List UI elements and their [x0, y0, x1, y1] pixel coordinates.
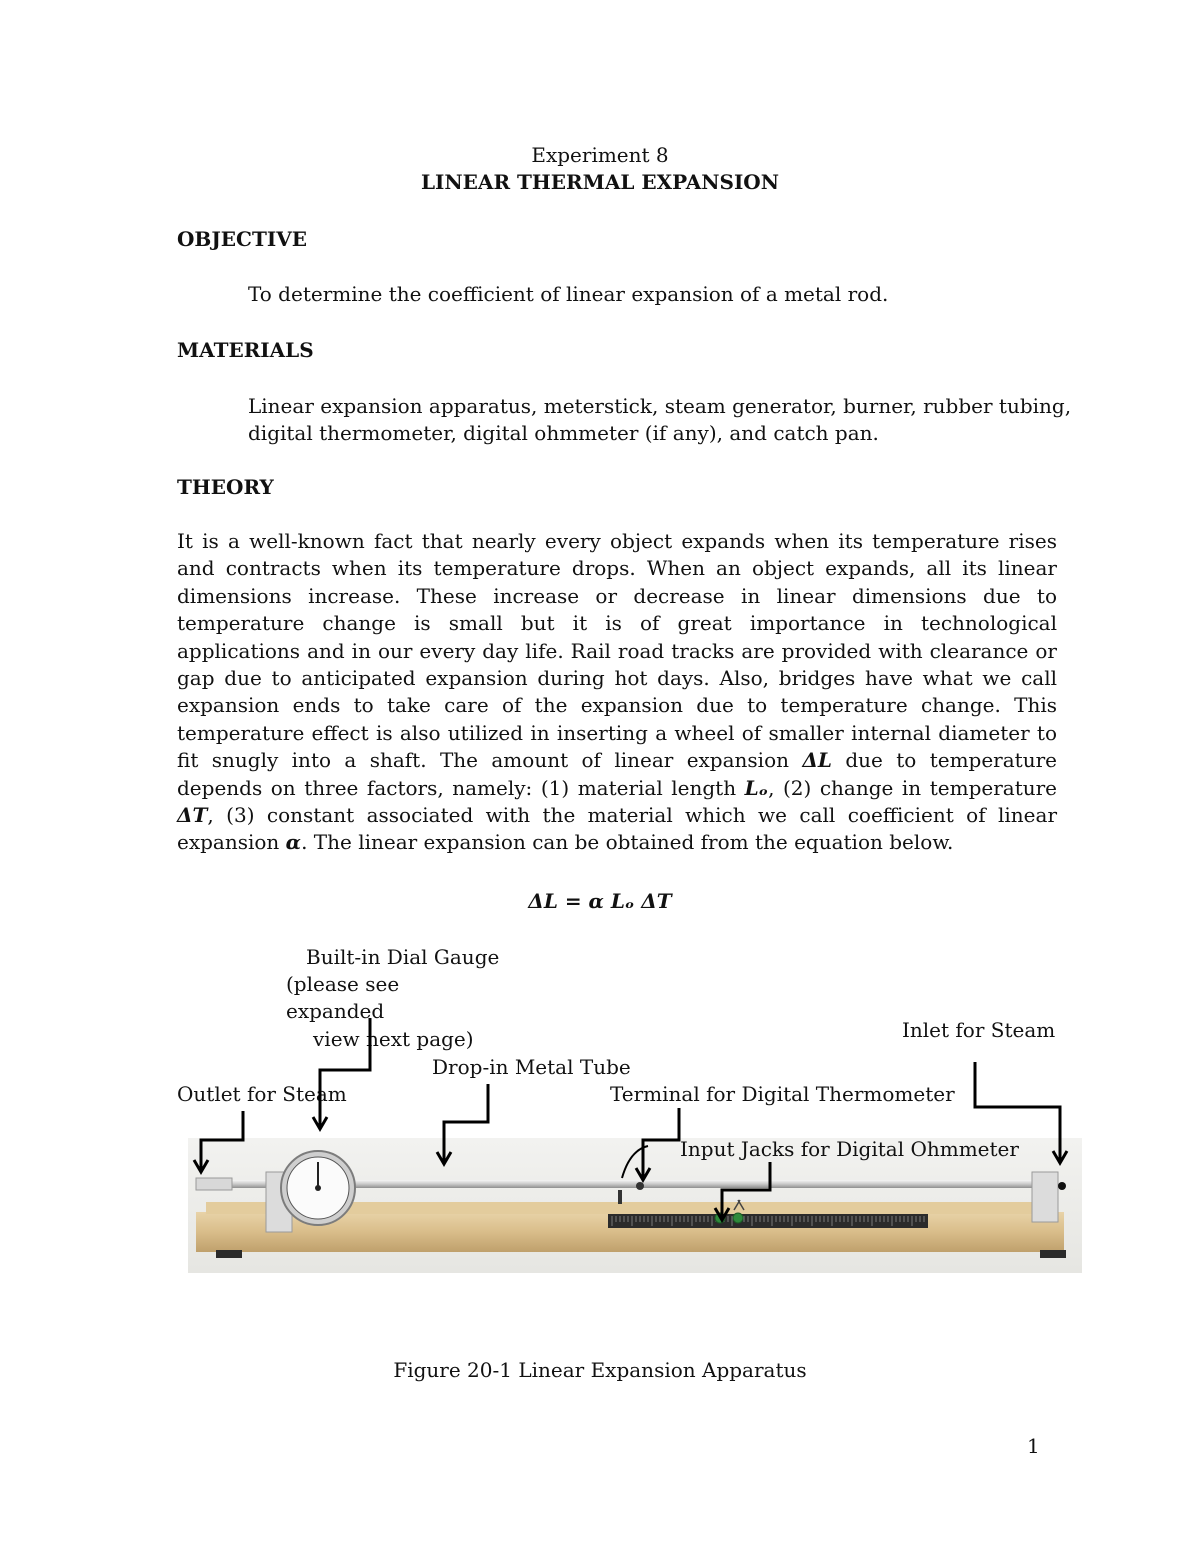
objective-heading: OBJECTIVE — [177, 227, 307, 251]
symbol-delta-t: ΔT — [177, 803, 208, 828]
theory-heading: THEORY — [177, 475, 274, 499]
materials-heading: MATERIALS — [177, 338, 314, 362]
materials-line-1: Linear expansion apparatus, meterstick, steam generator, burner, rubber tubing, — [248, 394, 1072, 418]
symbol-l-naught: Lₒ — [744, 775, 769, 800]
label-dial-gauge-3: expanded — [286, 999, 385, 1023]
symbol-delta-l: ΔL — [802, 748, 832, 773]
arrow-drop-in-tube — [444, 1084, 488, 1162]
arrow-dial-gauge — [320, 1018, 370, 1127]
theory-text-4: , (3) constant associated with the material which we call coefficient of linear expansion — [177, 803, 1057, 855]
theory-text-3: , (2) change in temperature — [768, 775, 1058, 800]
expansion-equation: ΔL = α Lₒ ΔT — [528, 889, 672, 913]
theory-text-5: . The linear expansion can be obtained from the equation below. — [301, 830, 954, 855]
label-ohmmeter-jacks: Input Jacks for Digital Ohmmeter — [680, 1137, 1019, 1161]
label-dial-gauge-2: (please see — [286, 972, 400, 996]
figure-caption: Figure 20-1 Linear Expansion Apparatus — [393, 1358, 807, 1382]
document-title: LINEAR THERMAL EXPANSION — [420, 170, 780, 194]
materials-line-2: digital thermometer, digital ohmmeter (if any), and catch pan. — [248, 421, 879, 445]
label-drop-in-tube: Drop-in Metal Tube — [432, 1055, 631, 1079]
label-outlet-steam: Outlet for Steam — [177, 1082, 347, 1106]
experiment-number: Experiment 8 — [531, 143, 669, 167]
theory-text-2: due to temperature depends on three factors, namely: (1) material length — [177, 748, 1057, 800]
arrow-thermometer — [643, 1108, 679, 1178]
label-thermometer-terminal: Terminal for Digital Thermometer — [610, 1082, 955, 1106]
objective-text: To determine the coefficient of linear expansion of a metal rod. — [248, 282, 889, 306]
theory-text-1: It is a well-known fact that nearly every object expands when its temperature rises and contracts when its temperature drops. When an object expands, all its linear dimensions increase. These increase or decrease in linear dimensions due to temperature change is small but it is of great importance in technological applications and in our every day life. Rail road tracks are provided with clearance or gap due to anticipated expansion during hot days. Also, bridges have what we call expansion ends to take care of the expansion due to temperature change. This temperature effect is also utilized in inserting a wheel of smaller internal diameter to fit snugly into a shaft. The amount of linear expansion — [177, 529, 1057, 773]
symbol-alpha: α — [285, 830, 302, 855]
label-inlet-steam: Inlet for Steam — [902, 1018, 1056, 1042]
page-number: 1 — [1027, 1434, 1040, 1458]
label-dial-gauge-4: view next page) — [313, 1027, 474, 1051]
label-dial-gauge-1: Built-in Dial Gauge — [306, 945, 500, 969]
